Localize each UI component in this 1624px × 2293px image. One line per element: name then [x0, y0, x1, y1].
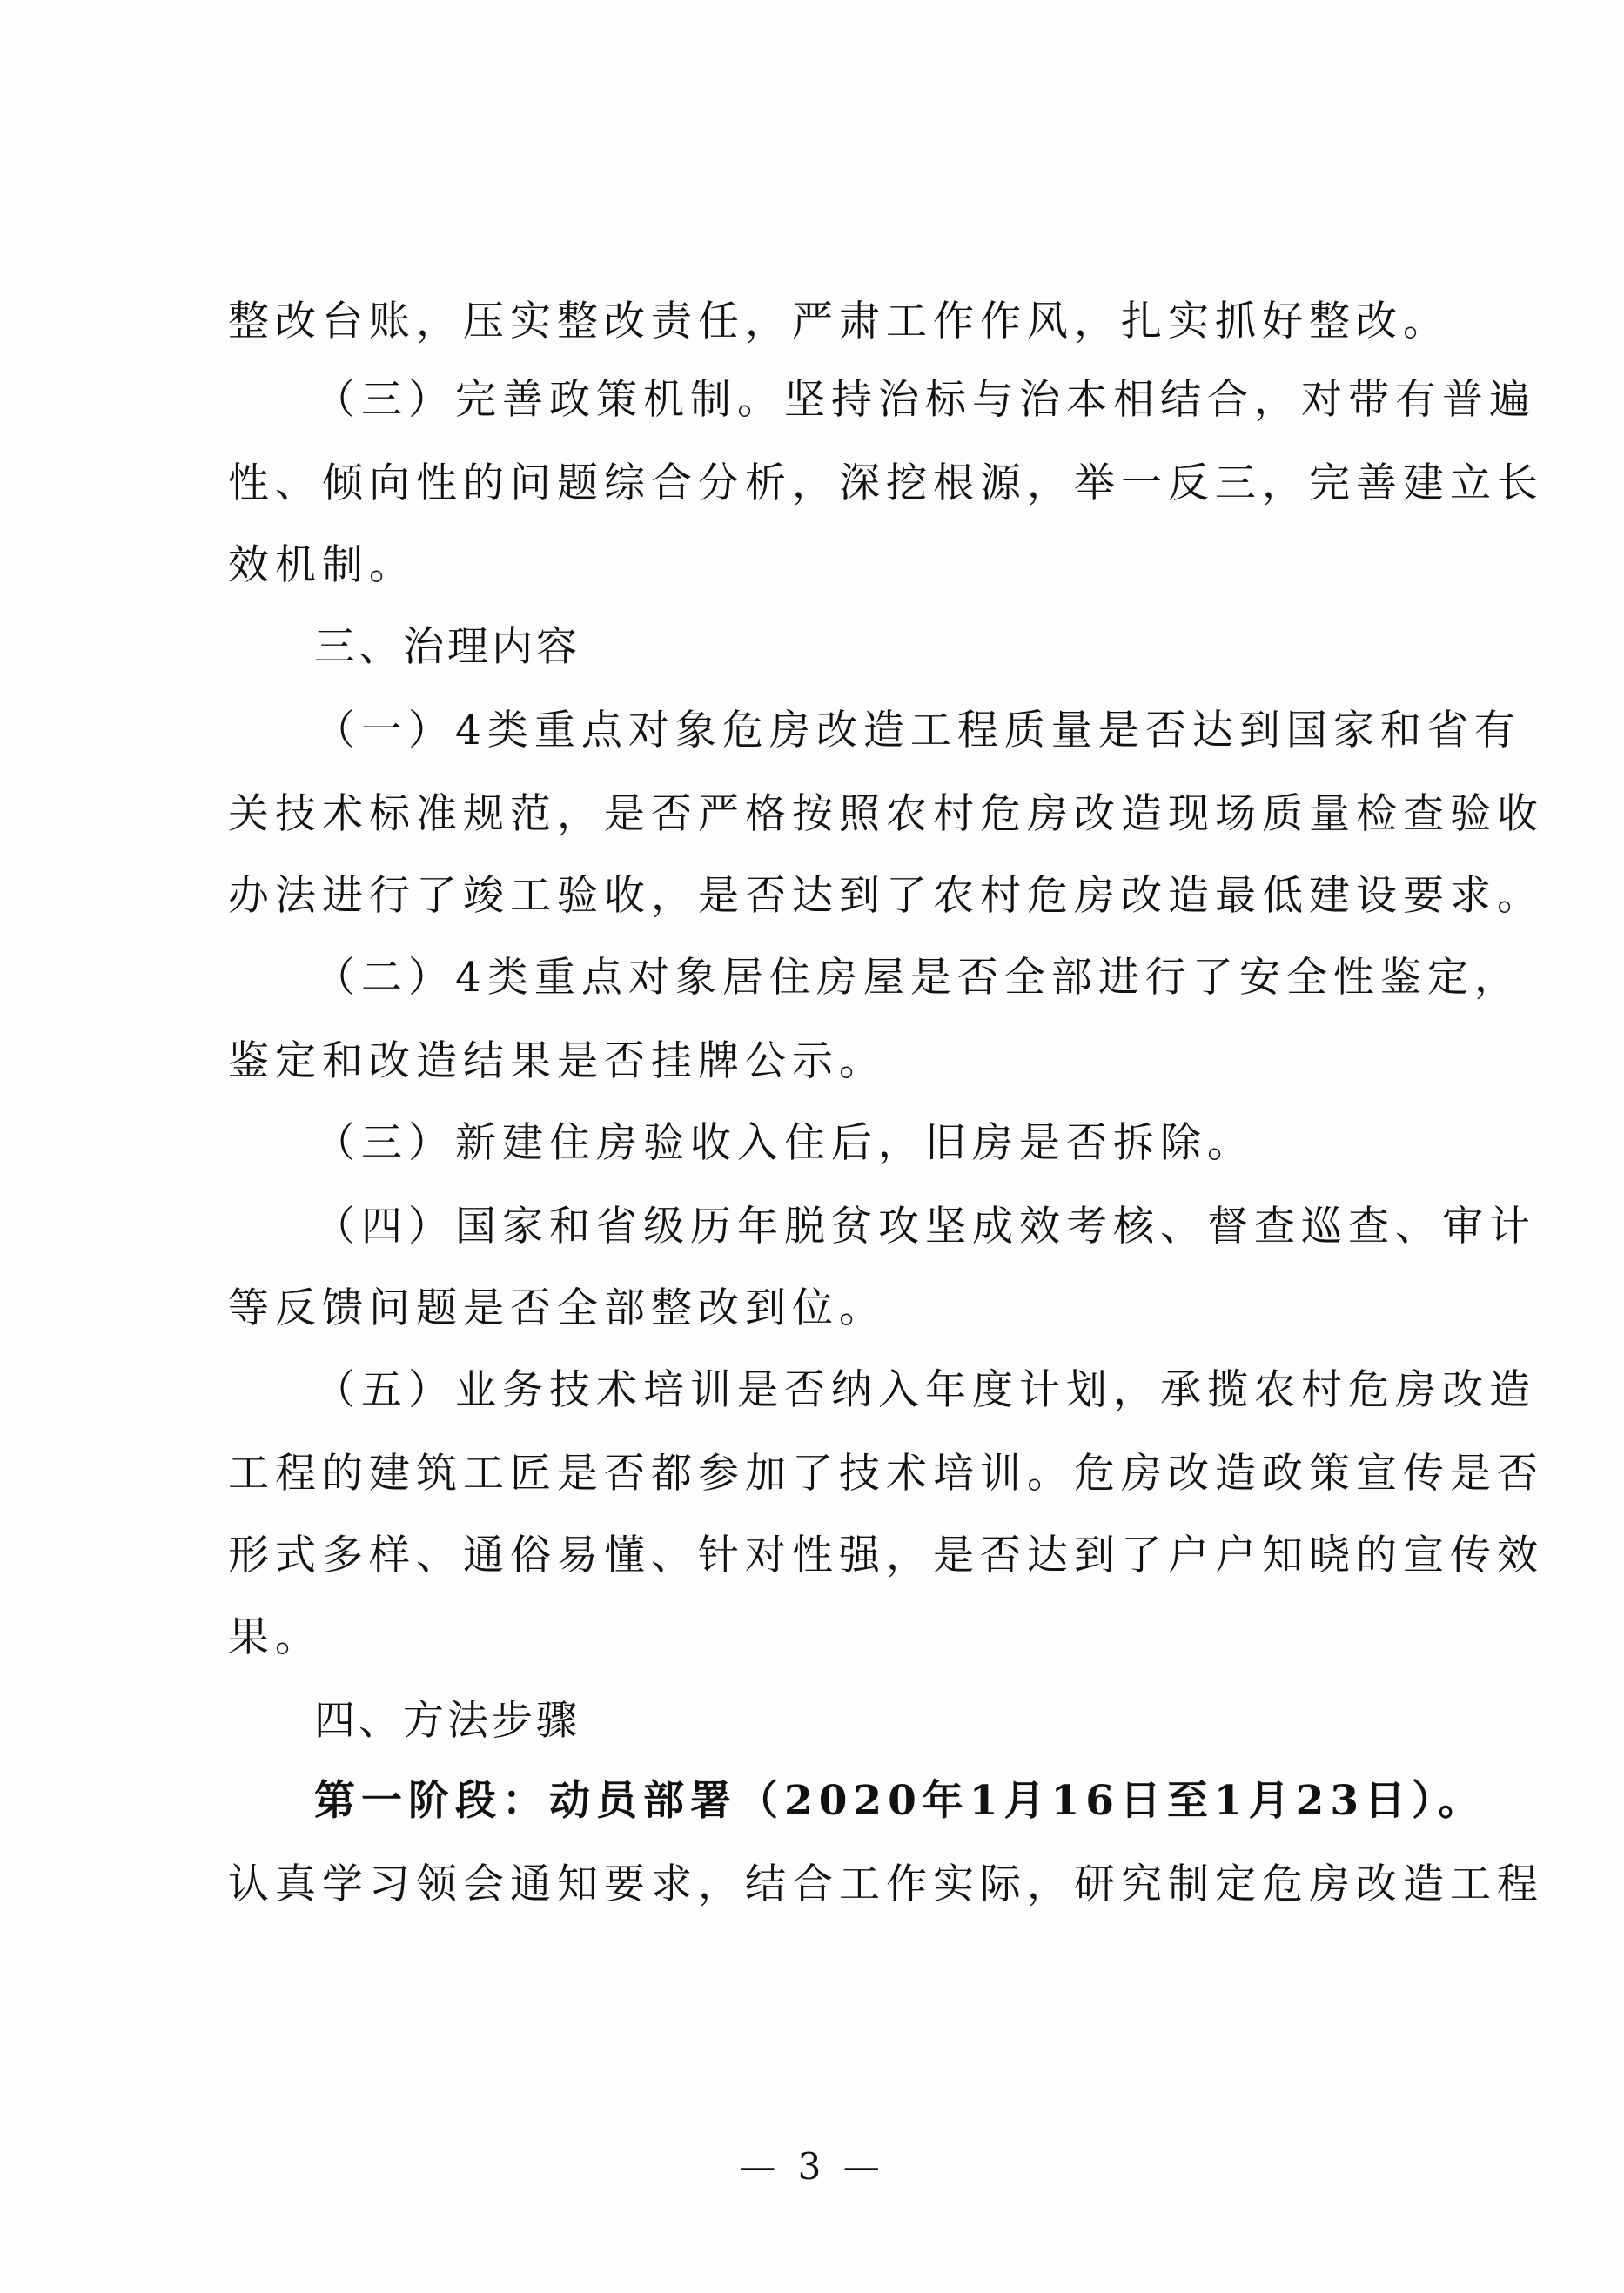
text-line-20: 认真学习领会通知要求，结合工作实际，研究制定危房改造工程 — [228, 1861, 1544, 1908]
text-line-16: 形式多样、通俗易懂、针对性强，是否达到了户户知晓的宣传效 — [228, 1532, 1544, 1579]
text-line-13: 等反馈问题是否全部整改到位。 — [228, 1284, 886, 1332]
text-line-15: 工程的建筑工匠是否都参加了技术培训。危房改造政策宣传是否 — [228, 1450, 1544, 1498]
text-line-1: 整改台账，压实整改责任，严肃工作作风，扎实抓好整改。 — [228, 298, 1450, 345]
text-line-6: （一）4类重点对象危房改造工程质量是否达到国家和省有 — [314, 707, 1521, 754]
text-line-4: 效机制。 — [228, 541, 416, 589]
text-line-9: （二）4类重点对象居住房屋是否全部进行了安全性鉴定， — [314, 954, 1521, 1002]
text-line-11: （三）新建住房验收入住后，旧房是否拆除。 — [314, 1119, 1254, 1167]
section-heading-4: 四、方法步骤 — [314, 1697, 580, 1745]
text-line-14: （五）业务技术培训是否纳入年度计划，承揽农村危房改造 — [314, 1366, 1536, 1414]
text-line-7: 关技术标准规范，是否严格按照农村危房改造现场质量检查验收 — [228, 790, 1544, 838]
section-heading-3: 三、治理内容 — [314, 623, 580, 671]
stage-one-heading: 第一阶段：动员部署（2020年1月16日至1月23日）。 — [314, 1777, 1486, 1825]
text-line-12: （四）国家和省级历年脱贫攻坚成效考核、督查巡查、审计 — [314, 1203, 1536, 1250]
text-line-8: 办法进行了竣工验收，是否达到了农村危房改造最低建设要求。 — [228, 872, 1544, 920]
text-line-3: 性、倾向性的问题综合分析，深挖根源，举一反三，完善建立长 — [228, 459, 1544, 507]
page-number: — 3 — — [739, 2145, 885, 2188]
text-line-2: （三）完善政策机制。坚持治标与治本相结合，对带有普遍 — [314, 376, 1536, 424]
text-line-10: 鉴定和改造结果是否挂牌公示。 — [228, 1037, 886, 1085]
text-line-17: 果。 — [228, 1613, 322, 1661]
